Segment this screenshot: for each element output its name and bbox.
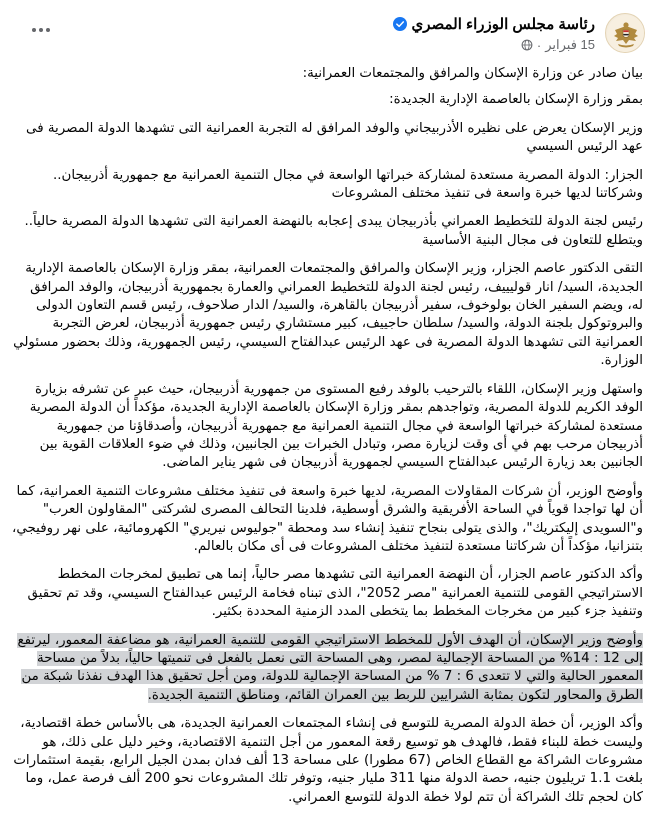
- post-paragraph: التقى الدكتور عاصم الجزار، وزير الإسكان والمرافق والمجتمعات العمرانية، بمقر وزارة الإسكان بالعاصمة الإدارية الجديدة، السيد/ انار قوليييف، رئيس لجنة الدولة للتخطيط العمراني والعمارة بجمهورية أذربيجان، والوفد المرافق له، ويضم السفير الخان بولوخوف، سفير أذربيجان بالقاهرة، والسيد/ الدار صلاحوف، رئيس قسم التعاون الدولى والبروتوكول بلجنة الدولة، والسيد/ سلطان حاجييف، كبير مستشاري رئيس جمهورية أذربيجان، لعرض التجربة العمرانية التى تشهدها الدولة المصرية فى عهد الرئيس عبدالفتاح السيسي، رئيس الجمهورية، وذلك بحضور مسئولي الوزارة.: [13, 261, 643, 369]
- more-options-icon[interactable]: [28, 22, 54, 38]
- more-dot: [46, 28, 50, 32]
- post-paragraph: بمقر وزارة الإسكان بالعاصمة الإدارية الجديدة:: [389, 92, 643, 108]
- post-meta: [521, 37, 595, 53]
- post-paragraph: الجزار: الدولة المصرية مستعدة لمشاركة خبراتها الواسعة في مجال التنمية العمرانية مع جمهورية أذربيجان.. وشركاتنا لديها خبرة واسعة فى تنفيذ مختلف المشروعات: [53, 167, 643, 202]
- page-avatar[interactable]: [605, 13, 645, 53]
- post-paragraph: وزير الإسكان يعرض على نظيره الأذربيجاني والوفد المرافق له التجربة العمرانية التى تشهدها الدولة المصرية فى عهد الرئيس السيسي: [26, 120, 643, 155]
- page-name-text[interactable]: رئاسة مجلس الوزراء المصري: [411, 16, 595, 33]
- meta-separator: ·: [536, 37, 542, 53]
- post-date[interactable]: 15 فبراير: [545, 37, 595, 52]
- post-paragraph: واستهل وزير الإسكان، اللقاء بالترحيب بالوفد رفيع المستوى من جمهورية أذربيجان، حيث عبر عن تشرفه بزيارة الوفد الكريم للدولة المصرية، وتواجدهم بمقر وزارة الإسكان بالعاصمة الإدارية الجديدة، مؤكداً أن الدولة المصرية مستعدة لمشاركة خبراتها الواسعة في مجال التنمية العمرانية مع جمهورية أذربيجان، وأصدقاؤنا من جمهورية أذربيجان مرحب بهم في أى وقت لزيارة مصر، وتبادل الخبرات بين الجانبين، وذلك في ضوء العلاقات القوية بين الجانبين بعد زيارة الرئيس عبدالفتاح السيسي لجمهورية أذربيجان فى شهر يناير الماضى.: [29, 381, 643, 471]
- egypt-eagle-emblem-icon: [606, 14, 645, 53]
- post-header: [0, 0, 657, 62]
- page-name[interactable]: [393, 15, 595, 33]
- more-dot: [39, 28, 43, 32]
- post-paragraph: وأوضح الوزير، أن شركات المقاولات المصرية، لديها خبرة واسعة فى تنفيذ مختلف مشروعات التنمية العمرانية، كما أن لها تواجدا قوياً في الساحة الأفريقية والشرق أوسطية، فلدينا التحالف المصرى لشركتى "المقاولون العرب" و"السويدى إليكتريك"، والذى يتولى بنجاح تنفيذ إنشاء سد ومحطة "جوليوس نيريري" الكهرومائية، على نهر روفيجي، بتنزانيا، مؤكداً أن شركاتنا مستعدة لتنفيذ مختلف المشروعات فى أى مكان بالعالم.: [12, 483, 643, 554]
- post-paragraph: رئيس لجنة الدولة للتخطيط العمراني بأذربيجان يبدى إعجابه بالنهضة العمرانية التى تشهدها الدولة المصرية حالياً.. ويتطلع للتعاون فى مجال البنية الأساسية: [24, 214, 643, 248]
- more-dot: [32, 28, 36, 32]
- post-paragraph: بيان صادر عن وزارة الإسكان والمرافق والمجتمعات العمرانية:: [302, 66, 643, 81]
- globe-icon[interactable]: [521, 39, 533, 51]
- highlighted-paragraph: [12, 632, 643, 706]
- post-body: [0, 65, 657, 813]
- verified-badge-icon: [393, 17, 407, 31]
- post-paragraph: وأكد الوزير، أن خطة الدولة المصرية للتوسع فى إنشاء المجتمعات العمرانية الجديدة، هى بالأساس خطة اقتصادية، وليست خطة للبناء فقط، فالهدف هو توسيع رقعة المعمور من أجل التنمية الاقتصادية، وخير دليل على ذلك، هو مشروعات الشراكة مع القطاع الخاص (67 مطورا) على مساحة 13 ألف فدان بمدن الجيل الرابع، بقيمة استثمارات بلغت 1.1 تريليون جنيه، حصة الدولة منها 311 مليار جنيه، وتوفر تلك المشروعات نحو 200 ألف فرصة عمل، وما كان لحجم تلك الشراكة أن تتم لولا خطة الدولة للتوسع العمراني.: [13, 716, 643, 805]
- highlighted-text: وأوضح وزير الإسكان، أن الهدف الأول للمخطط الاستراتيجي القومى للتنمية العمرانية، هو مضاعفة المعمور، ليرتفع إلى 12 : 14% من المساحة الإجمالية لمصر، وهى المساحة التى نعمل بالفعل فى تنميتها حالياً، بدلاً من مساحة المعمور الحالية والتي لا تتعدى 6 : 7 % من المساحة الإجمالية للدولة، ومن أجل تحقيق هذا الهدف نفذنا شبكة من الطرق والمحاور لتكون بمثابة الشرايين للربط بين العمران القائم، ومناطق التنمية الجديدة.: [17, 632, 643, 703]
- post-paragraph: وأكد الدكتور عاصم الجزار، أن النهضة العمرانية التى تشهدها مصر حالياً، إنما هى تطبيق لمخرجات المخطط الاستراتيجي القومى للتنمية العمرانية "مصر 2052"، الذى تبناه فخامة الرئيس عبدالفتاح السيسي، وقد تم تحقيق وتنفيذ جزء كبير من مخرجات المخطط بما يتخطى المدد الزمنية المحددة بكثير.: [27, 567, 643, 620]
